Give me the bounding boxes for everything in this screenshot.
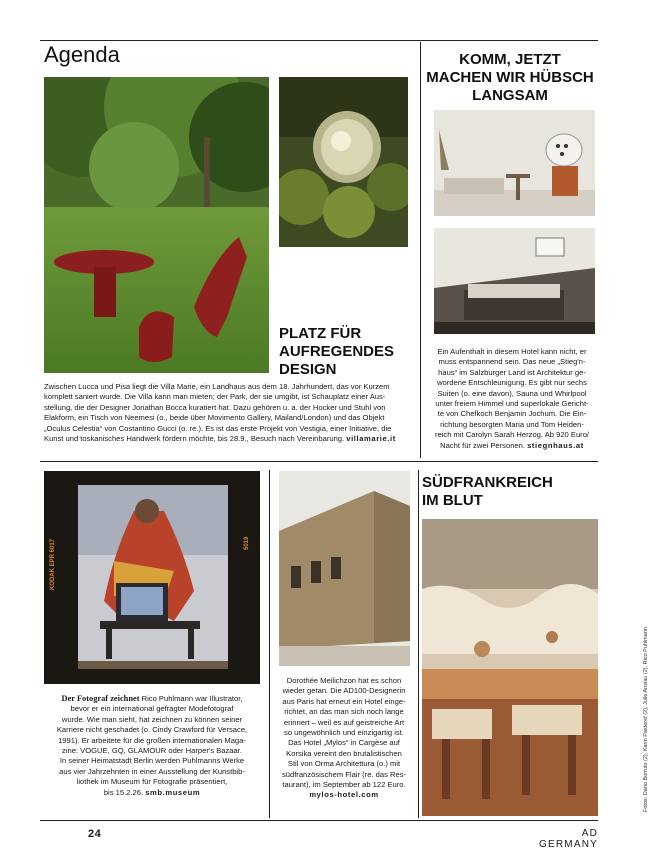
hotel-body-line: unter freiem Himmel und superlokale Gericht- [435,399,589,409]
hotel-body-line: muss entspannend sein. Das neue „Stieg'n- [438,357,586,367]
hotel-body-line: reich mit Carolyn Sarah Herzog. Ab 920 Euro/ [434,430,590,440]
south-headline-line2: IM BLUT [422,492,483,509]
photographer-body-line: Karriere nicht geschadet (o. Cindy Crawford für Versace, [56,725,248,735]
photographer-body-line: 1991). Er arbeitete für die großen internationalen Maga- [58,735,246,745]
column-divider-bottom-left [269,470,270,818]
photo-credits: Fotos: Dario Borruto (2), Karin Pasteref (2), Julie Ansiau (2), Rico Puhlmann [643,627,649,812]
hotel-room-photo-1 [434,110,595,216]
villa-headline-line3: DESIGN [279,361,337,378]
photographer-body-line: liothek im Museum für Fotografie präsentiert, [76,777,228,787]
villa-body-line: komplett saniert wurde. Die Villa kann man mieten; der Park, der sie umgibt, ist Schauplatz einer Aus- [44,392,386,402]
hotel-headline [422,51,598,105]
photographer-body-line: In seiner Heimatstadt Berlin werden Puhlmanns Werke [59,756,245,766]
hotel-url-link[interactable]: stiegnhaus.at [527,440,584,450]
bottom-rule [40,820,598,821]
film-edge-text-left: KODAK EPR 6017 [50,538,56,590]
section-title: Agenda [44,42,120,67]
hotel-headline-line3: LANGSAM [472,87,548,104]
south-headline-line1: SÜDFRANKREICH [422,474,553,491]
mylos-body-line: richtet, an das man sich noch lange [284,707,404,717]
villa-headline-line1: PLATZ FÜR [279,325,362,342]
middle-rule [40,461,598,462]
hotel-body-line: wordene Entschleunigung. Es gibt nur sechs [437,378,587,388]
mylos-body-line: Korsika vereint den brutalistischen [286,748,402,758]
hotel-body-line: haus“ im Salzburger Land ist Architektur ge- [438,367,586,377]
hotel-body-line: richtung besorgten Maria und Tom Heiden- [440,419,584,429]
hotel-headline-line2: MACHEN WIR HÜBSCH [426,69,594,86]
photographer-body-line: aus vier Jahrzehnten in einer Ausstellung der Kunstbib- [59,766,245,776]
villa-url-link[interactable]: villamarie.it [346,434,396,444]
photographer-lead: Der Fotograf zeichnet [61,694,140,703]
hotel-headline-line1: KOMM, JETZT [459,51,561,68]
villa-body-line: Zwischen Lucca und Pisa liegt die Villa Marie, ein Landhaus aus dem 18. Jahrhundert, das vor Kurzem [44,382,390,391]
top-rule [40,40,598,41]
mylos-body-line: Dorothée Meilichzon hat es schon [286,676,402,685]
column-divider-top [420,42,421,458]
photographer-url-link[interactable]: smb.museum [145,787,201,797]
puhlmann-film-photo [44,471,260,684]
villa-body-line: stellung, die der Designer Jonathan Bocca kuratiert hat. Dazu gehören u. a. der Hocker und Stuhl von [44,402,386,412]
mylos-body-line: wieder getan. Die AD100-Designerin [282,686,406,696]
photographer-body-text [44,694,260,798]
villa-garden-photo [44,77,269,373]
mylos-architecture-photo [279,471,410,666]
mylos-body-line: Das Hotel „Mylos“ in Cargèse auf [288,738,400,748]
photographer-body-line-last: bis 15.2.26. smb.museum [103,787,201,797]
mylos-body-line: aus Paris hat erneut ein Hotel einge- [282,696,406,706]
film-edge-text-right: 5019 [244,536,250,550]
oculus-celestia-photo [279,77,408,247]
mylos-body-text [272,676,416,801]
mylos-body-line: südfranzösischem Flair (re. das Res- [281,769,407,779]
hotel-body-line-last: Nacht für zwei Personen. stiegnhaus.at [440,440,584,450]
hotel-body-text [424,347,600,451]
photographer-body-line: zine: VOGUE, GQ, GLAMOUR oder Harper's Bazaar. [62,746,242,756]
photographer-body-line: wurde. Wie man sieht, hat zeichnen zu können seiner [61,714,243,724]
page-number: 24 [88,828,102,840]
mylos-restaurant-photo [422,519,598,816]
mylos-body-line: taurant), im September ab 122 Euro. [282,780,406,790]
hotel-body-line: te von Chefkoch Benjamin Jochum. Die Ein- [437,409,587,419]
mylos-url-link[interactable]: mylos-hotel.com [309,790,379,800]
villa-body-line: Elakform, ein Tisch von Neemesi (o., beide über Movimento Gallery, Mailand/London) und das Objekt [44,413,385,423]
mylos-body-line: erinnert – weil es auf geistreiche Art [283,717,405,727]
villa-headline-line2: AUFREGENDES [279,343,395,360]
hotel-body-line: Ein Aufenthalt in diesem Hotel kann nicht, er [437,347,587,356]
villa-headline [279,325,419,379]
villa-body-line-last: Kunst und toskanisches Handwerk fördern möchte, bis 28.9., Besuch nach Vereinbarung. villamarie.it [44,434,396,444]
mylos-body-line: so ungewöhnlich und einzigartig ist. [284,728,404,738]
photographer-first-line: Der Fotograf zeichnet Rico Puhlmann war Illustrator, [61,694,243,703]
hotel-room-photo-2 [434,228,595,334]
column-divider-bottom-right [418,470,419,818]
magazine-name: AD GERMANY [539,828,598,850]
south-headline [422,474,598,510]
villa-body-line: „Oculus Celestia“ von Costantino Gucci (o. re.). Es ist das erste Projekt von Vestigia, einer Initiative, die [44,423,392,433]
villa-body-text [44,382,416,444]
photographer-body-line: bevor er ein international gefragter Modefotograf [70,704,234,714]
mylos-body-line: Stil von Orma Architettura (o.) mit [287,759,401,769]
hotel-body-line: Suiten (o. eine davon), Sauna und Whirlpool [437,388,587,398]
